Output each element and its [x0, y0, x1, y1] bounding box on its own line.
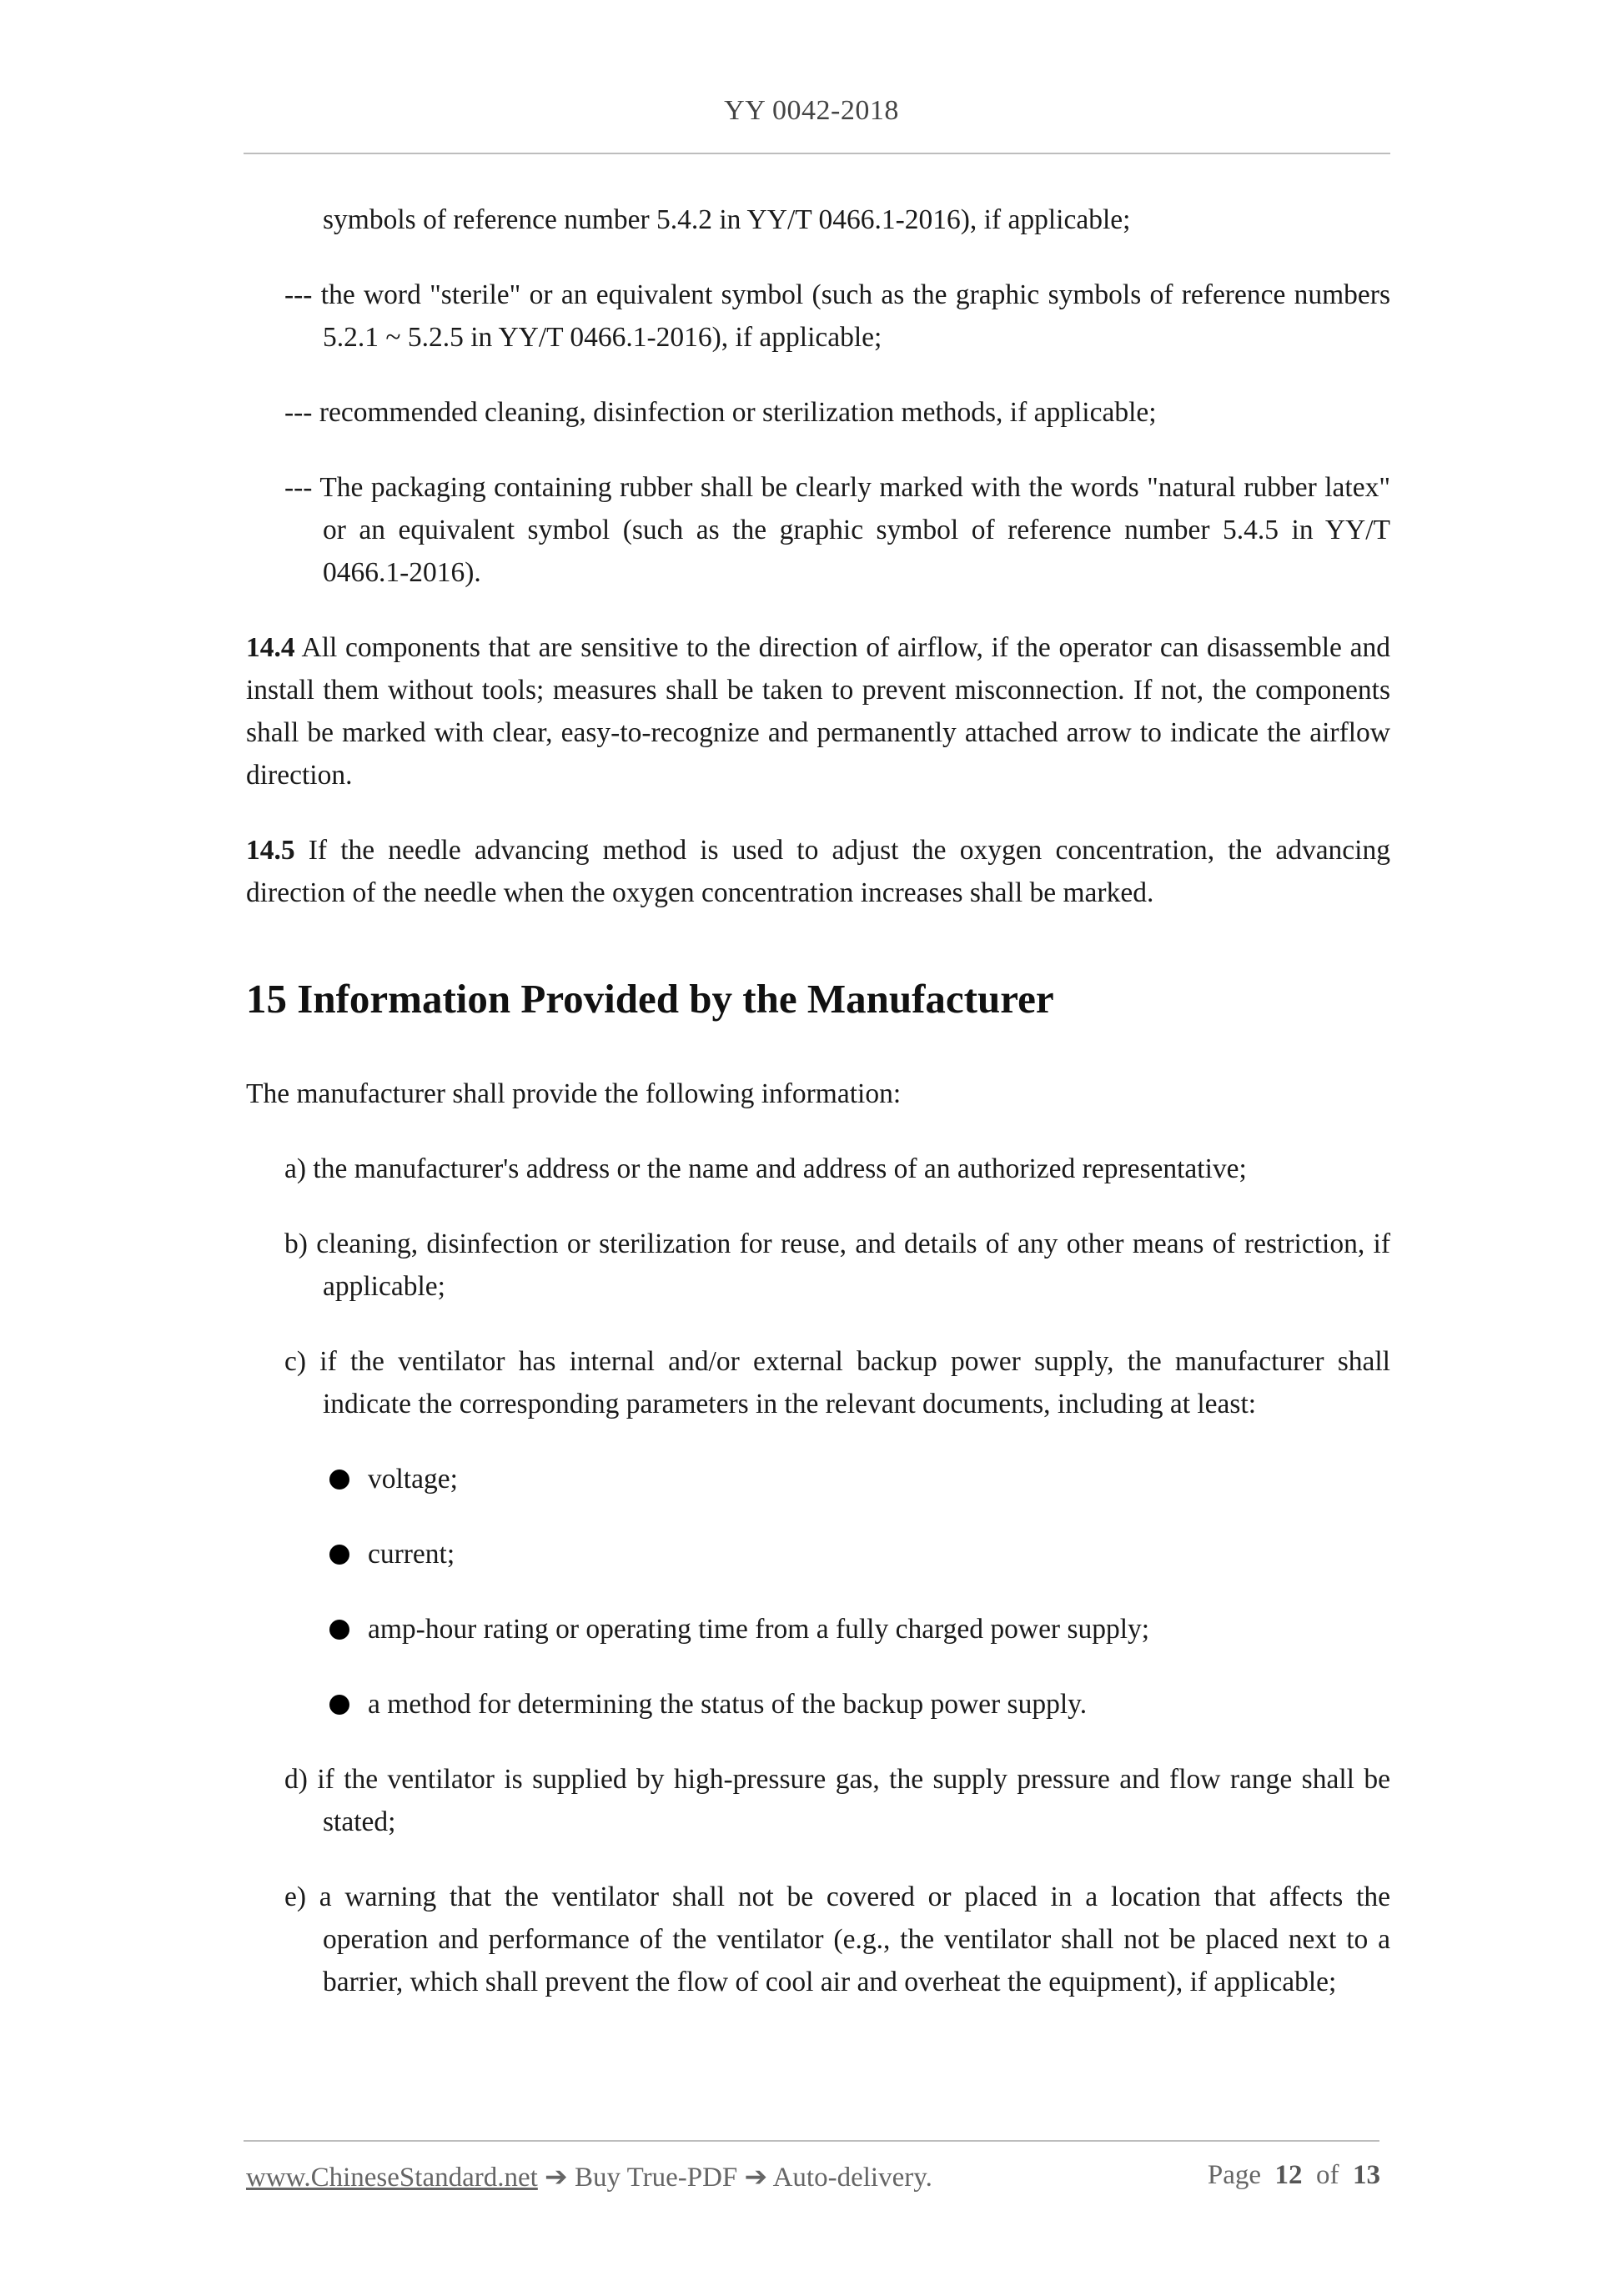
- website-link[interactable]: www.ChineseStandard.net: [246, 2163, 538, 2193]
- page-content: [246, 198, 1390, 2036]
- total-pages: 13: [1353, 2160, 1380, 2190]
- bullet-icon: [329, 1470, 349, 1490]
- bullet-icon: [329, 1545, 349, 1565]
- footer-tagline: ➔ Buy True-PDF ➔ Auto-delivery.: [537, 2163, 932, 2193]
- list-item-c: c) if the ventilator has internal and/or external backup power supply, the manufacturer shall indicate the corresponding parameters in the relevant documents, including at least:: [284, 1346, 1390, 1419]
- dash-item-latex: --- The packaging containing rubber shall be clearly marked with the words "natural rubber latex" or an equivalent symbol (such as the graphic symbol of reference number 5.4.5 in YY/T 0466.1-2016).: [284, 472, 1390, 588]
- dash-item-sterile: --- the word "sterile" or an equivalent symbol (such as the graphic symbols of reference numbers 5.2.1 ~ 5.2.5 in YY/T 0466.1-2016), if applicable;: [284, 279, 1390, 353]
- footer-divider: [244, 2140, 1379, 2142]
- clause-number: 14.5: [246, 835, 295, 866]
- bullet-text: current;: [368, 1539, 455, 1570]
- bullet-item: [329, 1608, 1390, 1650]
- list-item-a: a) the manufacturer's address or the name and address of an authorized representative;: [284, 1153, 1247, 1184]
- bullet-item: [329, 1683, 1390, 1726]
- section-intro: The manufacturer shall provide the following information:: [246, 1078, 902, 1109]
- clause-number: 14.4: [246, 632, 295, 663]
- list-item-b: b) cleaning, disinfection or sterilization for reuse, and details of any other means of restriction, if applicable;: [284, 1228, 1390, 1302]
- bullet-icon: [329, 1695, 349, 1715]
- bullet-item: [329, 1458, 1390, 1500]
- page-of-label: of: [1316, 2160, 1339, 2190]
- dash-item-cleaning: --- recommended cleaning, disinfection or sterilization methods, if applicable;: [284, 397, 1157, 428]
- bullet-text: a method for determining the status of the backup power supply.: [368, 1689, 1088, 1720]
- bullet-text: voltage;: [368, 1464, 458, 1495]
- bullet-text: amp-hour rating or operating time from a fully charged power supply;: [368, 1614, 1150, 1645]
- page-number: [1208, 2160, 1380, 2191]
- section-heading: 15 Information Provided by the Manufacturer: [246, 976, 1054, 1022]
- clause-text: All components that are sensitive to the direction of airflow, if the operator can disassemble and install them without tools; measures shall be taken to prevent misconnection. If not, the components shall be marked with clear, easy-to-recognize and permanently attached arrow to indicate the airflow direction.: [246, 632, 1390, 791]
- document-code-header: YY 0042-2018: [724, 95, 899, 126]
- clause-14-5: [246, 829, 1390, 914]
- page-label: Page: [1207, 2160, 1261, 2190]
- list-item-d: d) if the ventilator is supplied by high-pressure gas, the supply pressure and flow range shall be stated;: [284, 1764, 1390, 1837]
- clause-text: If the needle advancing method is used to adjust the oxygen concentration, the advancing direction of the needle when the oxygen concentration increases shall be marked.: [246, 835, 1390, 908]
- header-divider: [244, 153, 1390, 154]
- footer-promo: [246, 2160, 932, 2193]
- current-page: 12: [1274, 2160, 1303, 2190]
- clause-14-4: [246, 626, 1390, 796]
- bullet-item: [329, 1533, 1390, 1575]
- list-item-e: e) a warning that the ventilator shall not be covered or placed in a location that affects the operation and performance of the ventilator (e.g., the ventilator shall not be placed next to a barrier, which shall prevent the flow of cool air and overheat the equipment), if applicable;: [284, 1882, 1390, 1997]
- continued-line: symbols of reference number 5.4.2 in YY/T 0466.1-2016), if applicable;: [323, 204, 1131, 235]
- bullet-icon: [329, 1620, 349, 1640]
